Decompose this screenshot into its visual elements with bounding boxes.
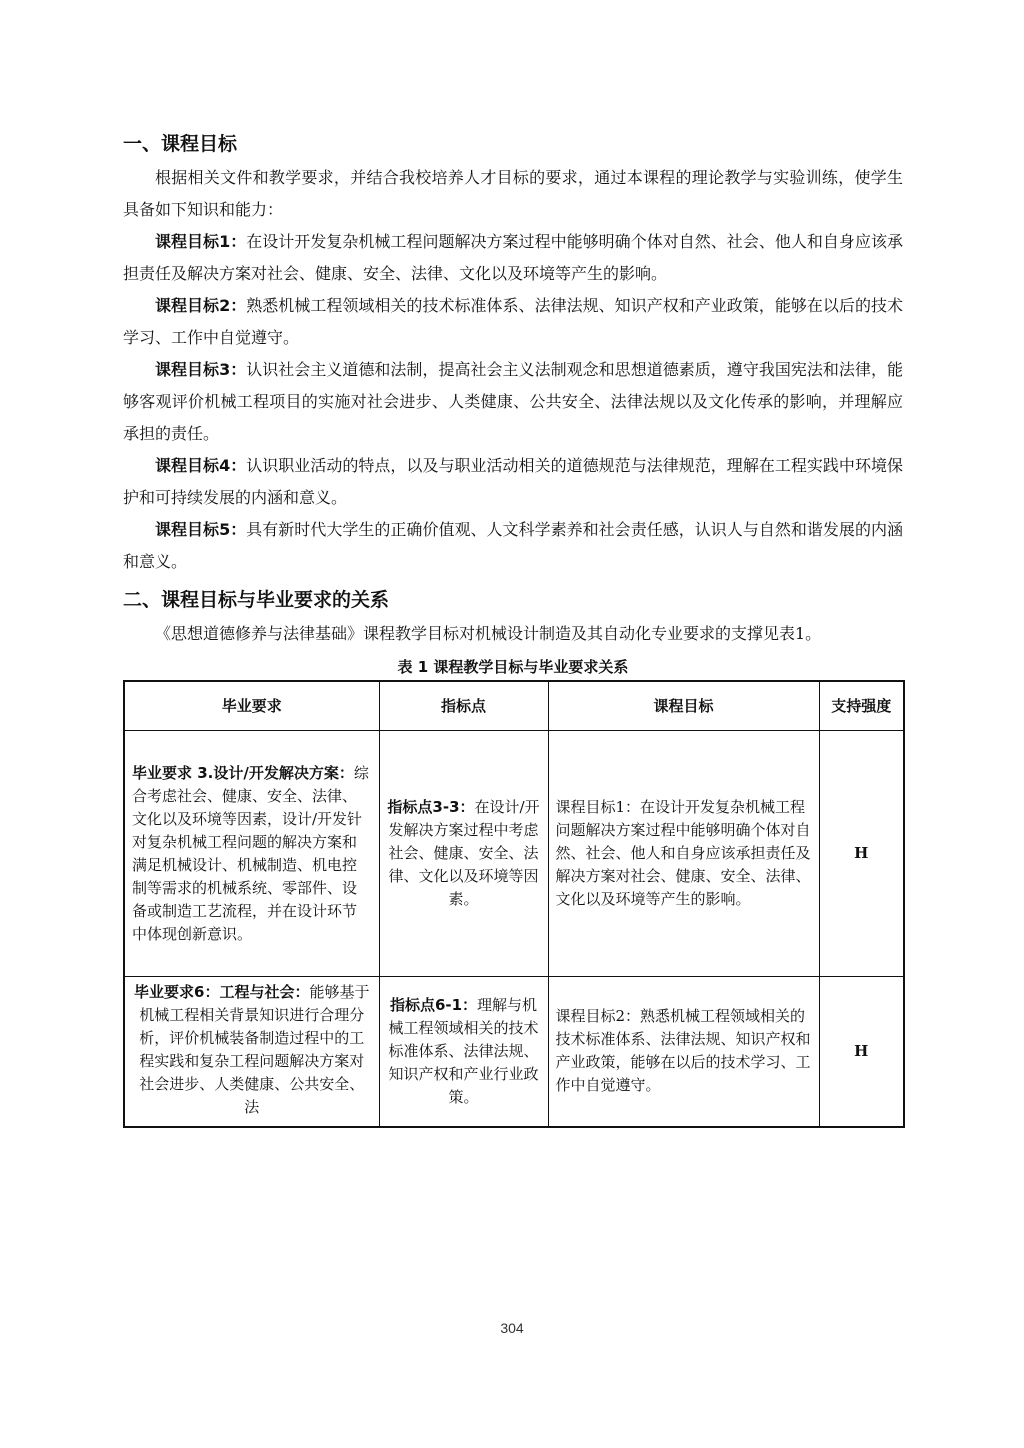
indicator-label: 指标点6-1：	[389, 995, 478, 1014]
course-goal-4	[123, 450, 903, 514]
goal-label: 课程目标1：	[155, 232, 247, 251]
section-heading-relationship: 二、课程目标与毕业要求的关系	[123, 589, 390, 611]
table-header-row	[124, 681, 904, 731]
indicator-text: 在设计/开发解决方案过程中考虑社会、健康、安全、法律、文化以及环境等因素。	[388, 798, 540, 908]
goals-requirements-table	[123, 680, 905, 1128]
header-support-strength: 支持强度	[819, 681, 904, 731]
requirement-label: 毕业要求6：工程与社会：	[134, 983, 310, 1001]
document-body	[123, 128, 903, 1128]
goal-text: 认识社会主义道德和法制，提高社会主义法制观念和思想道德素质，遵守我国宪法和法律，能够客观评价机械工程项目的实施对社会进步、人类健康、公共安全、法律法规以及文化传承的影响，并理解应承担的责任。	[123, 360, 903, 443]
goal-text: 具有新时代大学生的正确价值观、人文科学素养和社会责任感，认识人与自然和谐发展的内涵和意义。	[123, 520, 903, 571]
graduation-requirement-cell	[124, 731, 379, 977]
requirement-text: 能够基于机械工程相关背景知识进行合理分析，评价机械装备制造过程中的工程实践和复杂工程问题解决方案对社会进步、人类健康、公共安全、法	[139, 983, 370, 1116]
table-row	[124, 977, 904, 1127]
page-number: 304	[500, 1320, 524, 1336]
support-strength-cell: H	[819, 977, 904, 1127]
goal-label: 课程目标4：	[155, 456, 247, 475]
indicator-label: 指标点3-3：	[387, 798, 475, 816]
support-strength-cell: H	[819, 731, 904, 977]
goal-label: 课程目标3：	[155, 360, 247, 379]
goal-label: 课程目标2：	[155, 296, 247, 315]
course-goal-cell: 课程目标1：在设计开发复杂机械工程问题解决方案过程中能够明确个体对自然、社会、他人和自身应该承担责任及解决方案对社会、健康、安全、法律、文化以及环境等产生的影响。	[548, 731, 819, 977]
header-course-goal: 课程目标	[548, 681, 819, 731]
course-goal-1	[123, 226, 903, 290]
goal-text: 在设计开发复杂机械工程问题解决方案过程中能够明确个体对自然、社会、他人和自身应该承担责任及解决方案对社会、健康、安全、法律、文化以及环境等产生的影响。	[123, 232, 903, 283]
goal-text: 认识职业活动的特点，以及与职业活动相关的道德规范与法律规范，理解在工程实践中环境保护和可持续发展的内涵和意义。	[123, 456, 903, 507]
table-row	[124, 731, 904, 977]
course-goal-cell: 课程目标2：熟悉机械工程领域相关的技术标准体系、法律法规、知识产权和产业政策，能够在以后的技术学习、工作中自觉遵守。	[548, 977, 819, 1127]
section2-intro: 《思想道德修养与法律基础》课程教学目标对机械设计制造及其自动化专业要求的支撑见表1。	[155, 624, 822, 643]
indicator-text: 理解与机械工程领域相关的技术标准体系、法律法规、知识产权和产业行业政策。	[388, 995, 539, 1106]
header-indicator: 指标点	[379, 681, 548, 731]
section-intro: 根据相关文件和教学要求，并结合我校培养人才目标的要求，通过本课程的理论教学与实验训练，使学生具备如下知识和能力：	[123, 168, 903, 219]
header-graduation-requirement: 毕业要求	[124, 681, 379, 731]
course-goal-2	[123, 290, 903, 354]
section-heading-course-goals: 一、课程目标	[123, 133, 238, 155]
indicator-cell	[379, 731, 548, 977]
graduation-requirement-cell	[124, 977, 379, 1127]
requirement-text: 综合考虑社会、健康、安全、法律、文化以及环境等因素，设计/开发针对复杂机械工程问题的解决方案和满足机械设计、机械制造、机电控制等需求的机械系统、零部件、设备或制造工艺流程，并在设计环节中体现创新意识。	[132, 763, 369, 943]
goal-label: 课程目标5：	[155, 520, 247, 539]
course-goal-5	[123, 514, 903, 578]
goal-text: 熟悉机械工程领域相关的技术标准体系、法律法规、知识产权和产业政策，能够在以后的技术学习、工作中自觉遵守。	[123, 296, 903, 347]
indicator-cell	[379, 977, 548, 1127]
table-caption: 表 1 课程教学目标与毕业要求关系	[397, 658, 629, 676]
requirement-label: 毕业要求 3.设计/开发解决方案：	[132, 763, 354, 782]
course-goal-3	[123, 354, 903, 450]
